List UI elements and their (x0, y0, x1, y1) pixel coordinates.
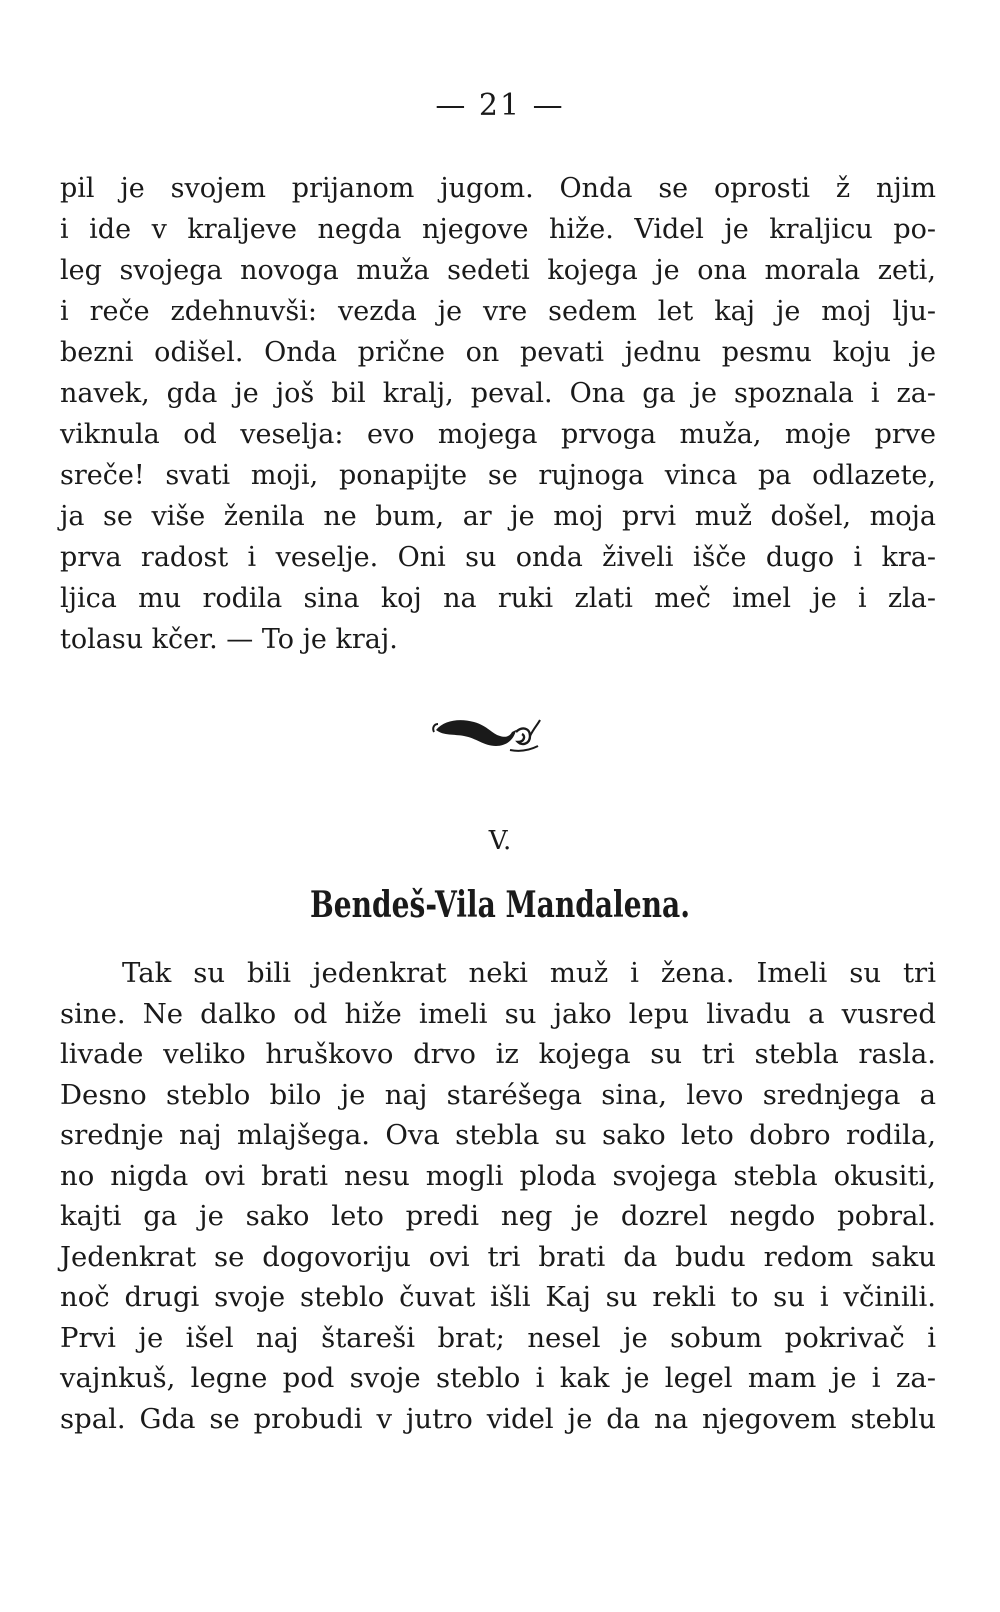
text-line: noč drugi svoje steblo čuvat išli Kaj su rekli to su i včinili. (60, 1281, 936, 1313)
text-line: Desno steblo bilo je naj staréšega sina, levo srednjega a (60, 1078, 936, 1111)
text-line: vajnkuš, legne pod svoje steblo i kak je legel mam je i za- (60, 1362, 936, 1394)
story-paragraph (60, 953, 936, 1439)
text-line: viknula od veselja: evo mojega prvoga muža, moje prve (60, 419, 936, 450)
text-line: tolasu kčer. — To je kraj. (60, 624, 398, 655)
text-line: spal. Gda se probudi v jutro videl je da na njegovem steblu (60, 1402, 936, 1435)
text-line: leg svojega novoga muža sedeti kojega je ona morala zeti, (60, 255, 936, 286)
section-number: V. (488, 826, 512, 856)
text-line: ja se više ženila ne bum, ar je moj prvi muž došel, moja (60, 501, 936, 532)
page-number: — 21 — (435, 88, 565, 123)
text-line: livade veliko hruškovo drvo iz kojega su tri stebla rasla. (60, 1038, 936, 1070)
text-line: sreče! svati moji, ponapijte se rujnoga vinca pa odlazete, (60, 460, 936, 491)
text-line: navek, gda je još bil kralj, peval. Ona ga je spoznala i za- (60, 378, 936, 409)
text-line: no nigda ovi brati nesu mogli ploda svojega stebla okusiti, (60, 1159, 936, 1192)
text-line: bezni odišel. Onda prične on pevati jednu pesmu koju je (60, 337, 936, 368)
paragraph-continuation (60, 168, 936, 660)
text-line: sine. Ne dalko od hiže imeli su jako lepu livadu a vusred (60, 997, 936, 1030)
text-line: Jedenkrat se dogovoriju ovi tri brati da budu redom saku (60, 1240, 936, 1273)
text-line: prva radost i veselje. Oni su onda živeli išče dugo i kra- (60, 542, 936, 573)
text-line: srednje naj mlajšega. Ova stebla su sako leto dobro rodila, (60, 1119, 936, 1151)
text-line: Prvi je išel naj štareši brat; nesel je sobum pokrivač i (60, 1321, 936, 1354)
text-line: ljica mu rodila sina koj na ruki zlati meč imel je i zla- (60, 583, 936, 614)
text-line: i reče zdehnuvši: vezda je vre sedem let kaj je moj lju- (60, 296, 936, 327)
text-line: pil je svojem prijanom jugom. Onda se oprosti ž njim (60, 173, 936, 204)
text-line: kajti ga je sako leto predi neg je dozrel negdo pobral. (60, 1200, 936, 1232)
section-title: Bendeš-Vila Mandalena. (310, 884, 690, 926)
fleuron-ornament-icon (430, 706, 550, 756)
text-line: Tak su bili jedenkrat neki muž i žena. Imeli su tri (122, 957, 936, 989)
text-line: i ide v kraljeve negda njegove hiže. Videl je kraljicu po- (60, 214, 936, 245)
